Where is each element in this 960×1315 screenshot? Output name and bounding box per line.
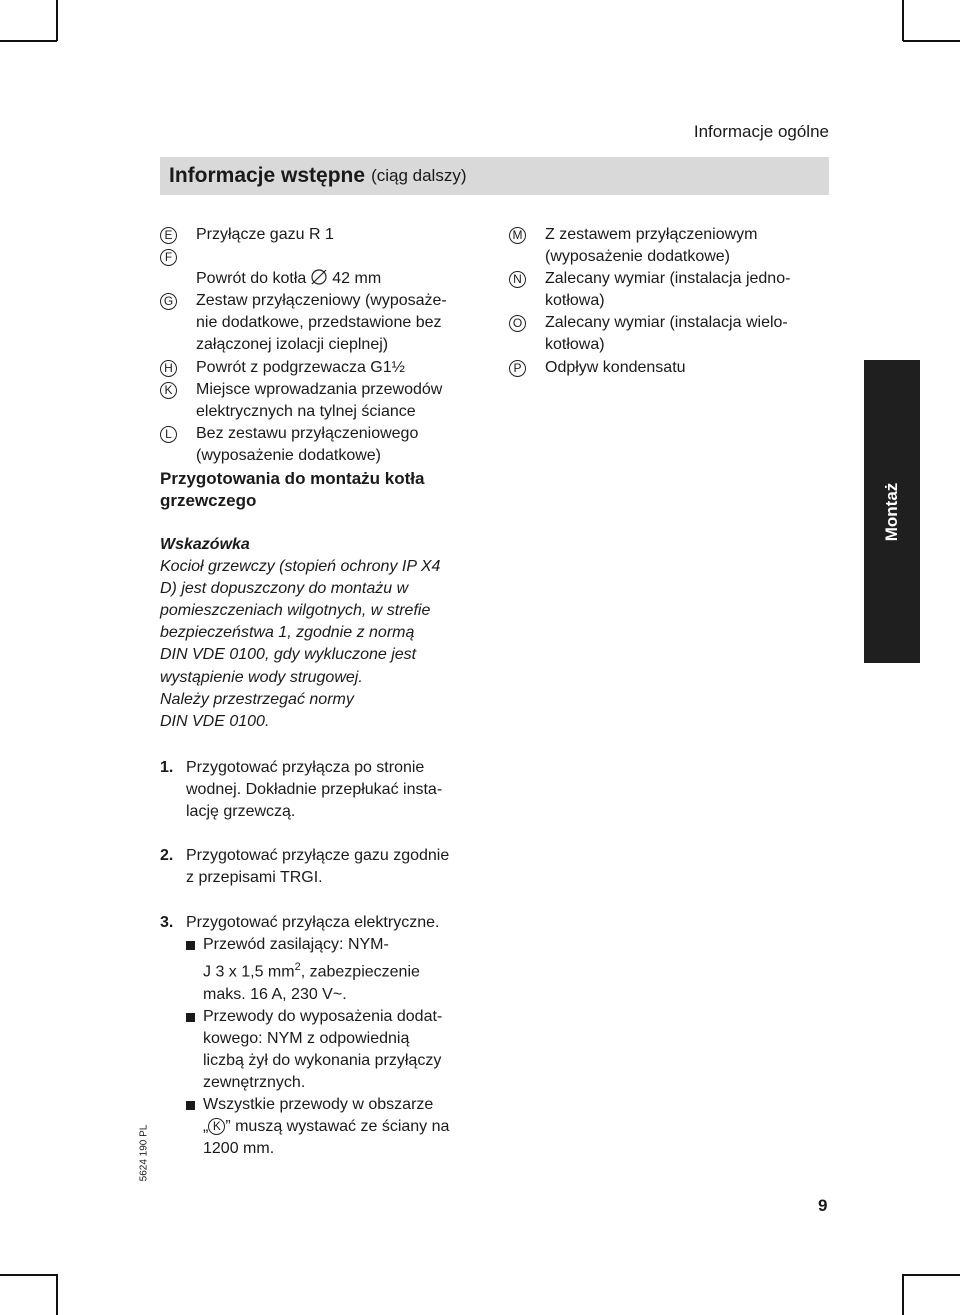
legend-item [509,357,839,379]
document-code: 5624 190 PL [138,1124,150,1182]
section-title: Informacje wstępne [169,164,366,187]
legend-left [160,224,500,467]
square-bullet-icon [186,934,203,1006]
legend-text: Zalecany wymiar (instalacja jedno- kotłowa) [545,270,791,310]
legend-letter: M [509,227,526,244]
note-block [160,534,440,733]
legend-text [196,246,381,290]
legend-text-after: 42 mm [332,270,382,288]
step-text: Przygotować przyłącza elektryczne. [186,914,440,931]
bullet-item [186,934,449,1006]
bullet-item [186,1094,449,1160]
step-text: Przygotować przyłącza po stronie wodnej. Dokładnie przepłukać insta- lację grzewczą. [186,759,443,821]
square-bullet-icon [186,1006,203,1094]
step-number: 2. [160,847,174,864]
page-number: 9 [818,1196,828,1215]
legend-letter: N [509,271,526,288]
bullet-text [203,934,420,1006]
crop-mark [903,1274,960,1276]
step-number: 1. [160,759,174,776]
bullet-text-part: Przewód zasilający: NYM- J 3 x 1,5 mm [203,936,389,981]
bullet-text-part: ” muszą wystawać ze ściany na 1200 mm. [203,1118,450,1158]
crop-mark [56,1274,58,1315]
section-subtitle: (ciąg dalszy) [371,166,467,185]
legend-letter: L [160,426,177,443]
legend-letter: H [160,360,177,377]
legend-letter: O [509,315,526,332]
legend-letter: E [160,227,177,244]
legend-letter-inline: K [208,1118,225,1135]
section-title-bar [160,157,829,195]
legend-text: Zalecany wymiar (instalacja wielo- kotłowa) [545,314,788,354]
legend-item [509,224,839,268]
step-item [160,757,442,823]
legend-text: Z zestawem przyłączeniowym (wyposażenie dodatkowe) [545,226,758,266]
diameter-icon [310,268,328,286]
legend-item [509,268,839,312]
legend-letter: F [160,249,177,266]
legend-item [160,224,500,246]
crop-mark [0,40,57,42]
bullet-text [203,1094,449,1160]
legend-letter: P [509,360,526,377]
bullet-list [186,934,449,1160]
step-text: Przygotować przyłącze gazu zgodnie z przepisami TRGI. [186,847,450,887]
legend-text: Miejsce wprowadzania przewodów elektrycznych na tylnej ściance [196,380,443,420]
subheading: Przygotowania do montażu kotła grzewczego [160,469,425,510]
legend-right [509,224,839,379]
legend-item [160,290,500,356]
legend-item [160,246,500,290]
legend-text: Powrót z podgrzewacza G1½ [196,358,405,376]
legend-text: Zestaw przyłączeniowy (wyposaże- nie dodatkowe, przedstawione bez załączonej izolacji cieplnej) [196,292,447,354]
step-item [160,845,449,889]
crop-mark [902,0,904,41]
bullet-text-part: Wszystkie przewody w obszarze „ [203,1095,434,1136]
running-header: Informacje ogólne [693,122,829,141]
legend-text-before: Powrót do kotła [196,270,307,288]
note-title: Wskazówka [160,536,250,553]
step-item [160,912,439,934]
legend-item [160,357,500,379]
step-number: 3. [160,914,174,931]
legend-item [509,312,839,356]
superscript: 2 [294,961,301,974]
crop-mark [0,1274,57,1276]
square-bullet-icon [186,1094,203,1160]
chapter-tab-label: Montaż [882,482,901,542]
legend-text: Przyłącze gazu R 1 [196,226,334,243]
crop-mark [56,0,58,41]
chapter-tab [864,360,920,663]
bullet-item [186,1006,449,1094]
legend-item [160,379,500,423]
bullet-text-part: , zabezpieczenie maks. 16 A, 230 V~. [203,963,420,1003]
bullet-text: Przewody do wyposażenia dodat- kowego: NYM z odpowiednią liczbą żył do wykonania przyłączy zewnętrznych. [203,1007,443,1091]
note-body: Kocioł grzewczy (stopień ochrony IP X4 D) jest dopuszczony do montażu w pomieszczeniach wilgotnych, w strefie bezpieczeństwa 1, zgodnie z normą DIN VDE 0100, gdy wykluczone jest wystąpienie wody strugowej. Należy przestrzegać normy DIN VDE 0100. [160,558,441,730]
crop-mark [903,40,960,42]
legend-letter: K [160,382,177,399]
legend-letter: G [160,293,177,310]
crop-mark [902,1274,904,1315]
legend-text: Odpływ kondensatu [545,358,686,376]
legend-item [160,423,500,467]
legend-text: Bez zestawu przyłączeniowego (wyposażenie dodatkowe) [196,424,419,464]
